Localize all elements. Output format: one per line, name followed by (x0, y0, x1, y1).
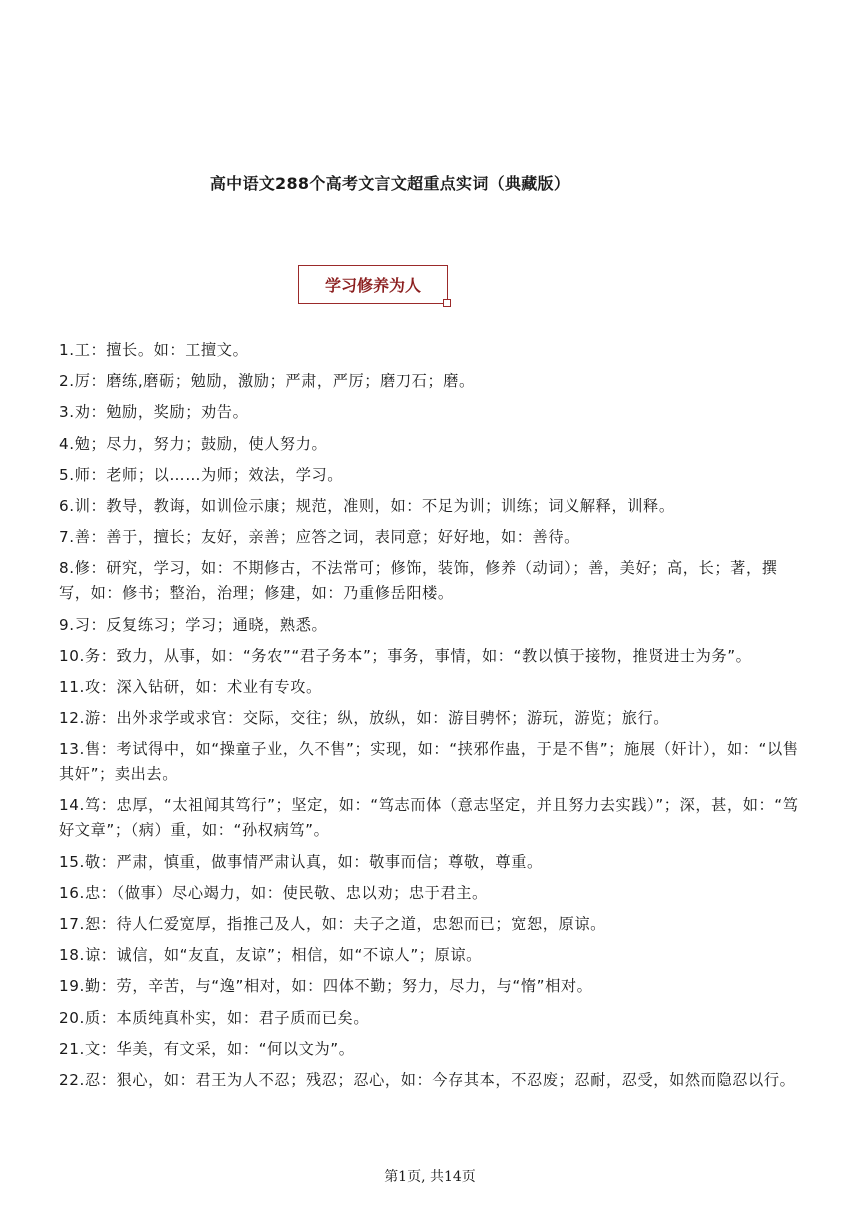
list-item: 19.勤：劳，辛苦，与“逸”相对，如：四体不勤；努力，尽力，与“惰”相对。 (59, 977, 593, 996)
list-item: 13.售：考试得中，如“操童子业，久不售”；实现，如：“挟邪作蛊，于是不售”；施展（奸计），如：“以售其奸”；卖出去。 (59, 740, 799, 784)
list-item: 9.习：反复练习；学习；通晓，熟悉。 (59, 615, 328, 634)
list-item: 10.务：致力，从事，如：“务农”“君子务本”；事务，事情，如：“教以慎于接物，推贤进士为务”。 (59, 646, 752, 665)
list-item: 4.勉；尽力，努力；鼓励，使人努力。 (59, 434, 328, 453)
list-item: 21.文：华美，有文采，如：“何以文为”。 (59, 1039, 355, 1058)
list-item: 16.忠：（做事）尽心竭力，如：使民敬、忠以劝；忠于君主。 (59, 883, 488, 902)
list-item: 14.笃：忠厚，“太祖闻其笃行”；坚定，如：“笃志而体（意志坚定，并且努力去实践）”；深，甚，如：“笃好文章”；（病）重，如：“孙权病笃”。 (59, 796, 799, 840)
section-heading-box (298, 265, 448, 304)
list-item: 6.训：教导，教诲，如训俭示康；规范，准则，如：不足为训；训练；词义解释，训释。 (59, 496, 675, 515)
list-item: 8.修：研究，学习，如：不期修古，不法常可；修饰，装饰，修养（动词）；善，美好；高，长；著，撰写，如：修书；整治，治理；修建，如：乃重修岳阳楼。 (59, 559, 778, 603)
list-item: 20.质：本质纯真朴实，如：君子质而已矣。 (59, 1008, 370, 1027)
list-item: 1.工：擅长。如：工擅文。 (59, 341, 249, 359)
list-item: 12.游：出外求学或求官：交际，交往；纵，放纵，如：游目骋怀；游玩，游览；旅行。 (59, 709, 670, 728)
section-title: 学习修养为人 (324, 276, 421, 295)
list-item: 2.厉：磨练,磨砺；勉励，激励；严肃，严厉；磨刀石；磨。 (59, 372, 475, 391)
corner-handle-icon (443, 299, 451, 307)
vocabulary-list (59, 338, 807, 1099)
list-item: 18.谅：诚信，如“友直，友谅”；相信，如“不谅人”；原谅。 (59, 946, 482, 965)
list-item: 15.敬：严肃，慎重，做事情严肃认真，如：敬事而信；尊敬，尊重。 (59, 852, 543, 871)
list-item: 17.恕：待人仁爱宽厚，指推己及人，如：夫子之道，忠恕而已；宽恕，原谅。 (59, 915, 606, 933)
list-item: 3.劝：勉励，奖励；劝告。 (59, 403, 249, 422)
document-title: 高中语文288个高考文言文超重点实词（典藏版） (209, 173, 571, 193)
list-item: 7.善：善于，擅长；友好，亲善；应答之词，表同意；好好地，如：善待。 (59, 528, 580, 547)
page-number: 第1页, 共14页 (384, 1169, 476, 1185)
list-item: 22.忍：狠心，如：君王为人不忍；残忍；忍心，如：今存其本，不忍废；忍耐，忍受，如然而隐忍以行。 (59, 1070, 796, 1089)
list-item: 5.师：老师；以……为师；效法，学习。 (59, 465, 344, 484)
list-item: 11.攻：深入钻研，如：术业有专攻。 (59, 677, 322, 696)
